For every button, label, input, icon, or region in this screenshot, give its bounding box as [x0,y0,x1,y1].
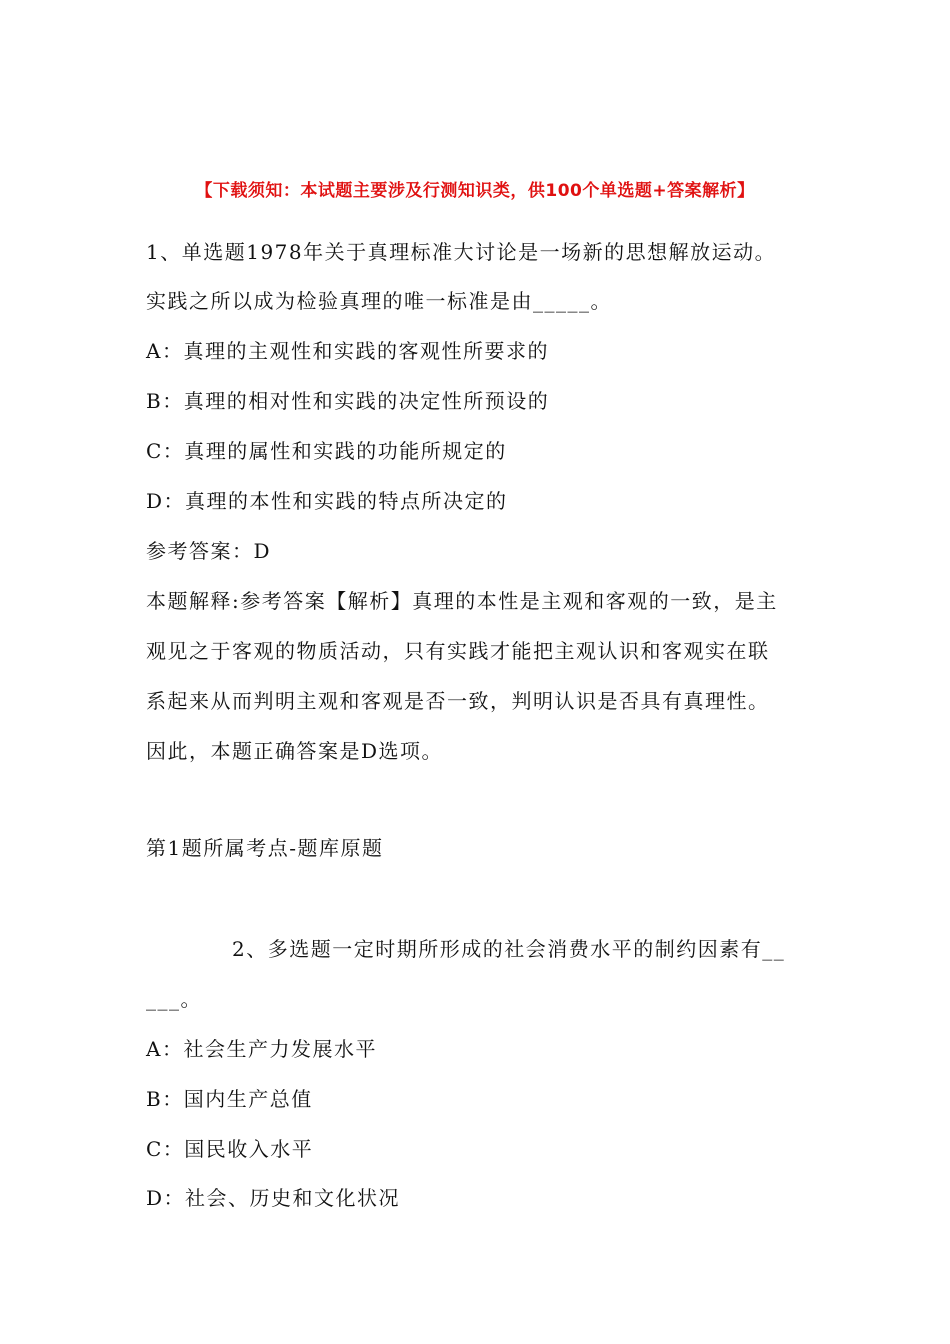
question-1-explanation-line-3: 系起来从而判明主观和客观是否一致，判明认识是否具有真理性。 [146,689,770,713]
question-1-source: 第1题所属考点-题库原题 [146,836,384,860]
question-2-stem-line-1: 2、多选题一定时期所形成的社会消费水平的制约因素有__ [232,937,786,961]
question-1-explanation-line-1: 本题解释:参考答案【解析】真理的本性是主观和客观的一致，是主 [146,589,778,613]
question-1-option-b: B：真理的相对性和实践的决定性所预设的 [146,389,550,413]
question-1-stem-line-2: 实践之所以成为检验真理的唯一标准是由_____。 [146,289,612,313]
question-1-answer: 参考答案：D [146,539,272,563]
question-1-option-d: D：真理的本性和实践的特点所决定的 [146,489,508,513]
question-1-option-a: A：真理的主观性和实践的客观性所要求的 [146,339,549,363]
question-1-explanation-line-2: 观见之于客观的物质活动，只有实践才能把主观认识和客观实在联 [146,639,770,663]
download-notice: 【下载须知：本试题主要涉及行测知识类，供100个单选题+答案解析】 [195,181,755,201]
question-1-option-c: C：真理的属性和实践的功能所规定的 [146,439,507,463]
question-2-stem-line-2: ___。 [146,987,202,1011]
question-1-stem-line-1: 1、单选题1978年关于真理标准大讨论是一场新的思想解放运动。 [146,240,777,264]
question-2-option-b: B：国内生产总值 [146,1087,313,1111]
question-1-explanation-line-4: 因此，本题正确答案是D选项。 [146,739,444,763]
question-2-option-a: A：社会生产力发展水平 [146,1037,377,1061]
question-2-option-d: D：社会、历史和文化状况 [146,1186,401,1210]
question-2-option-c: C：国民收入水平 [146,1137,314,1161]
